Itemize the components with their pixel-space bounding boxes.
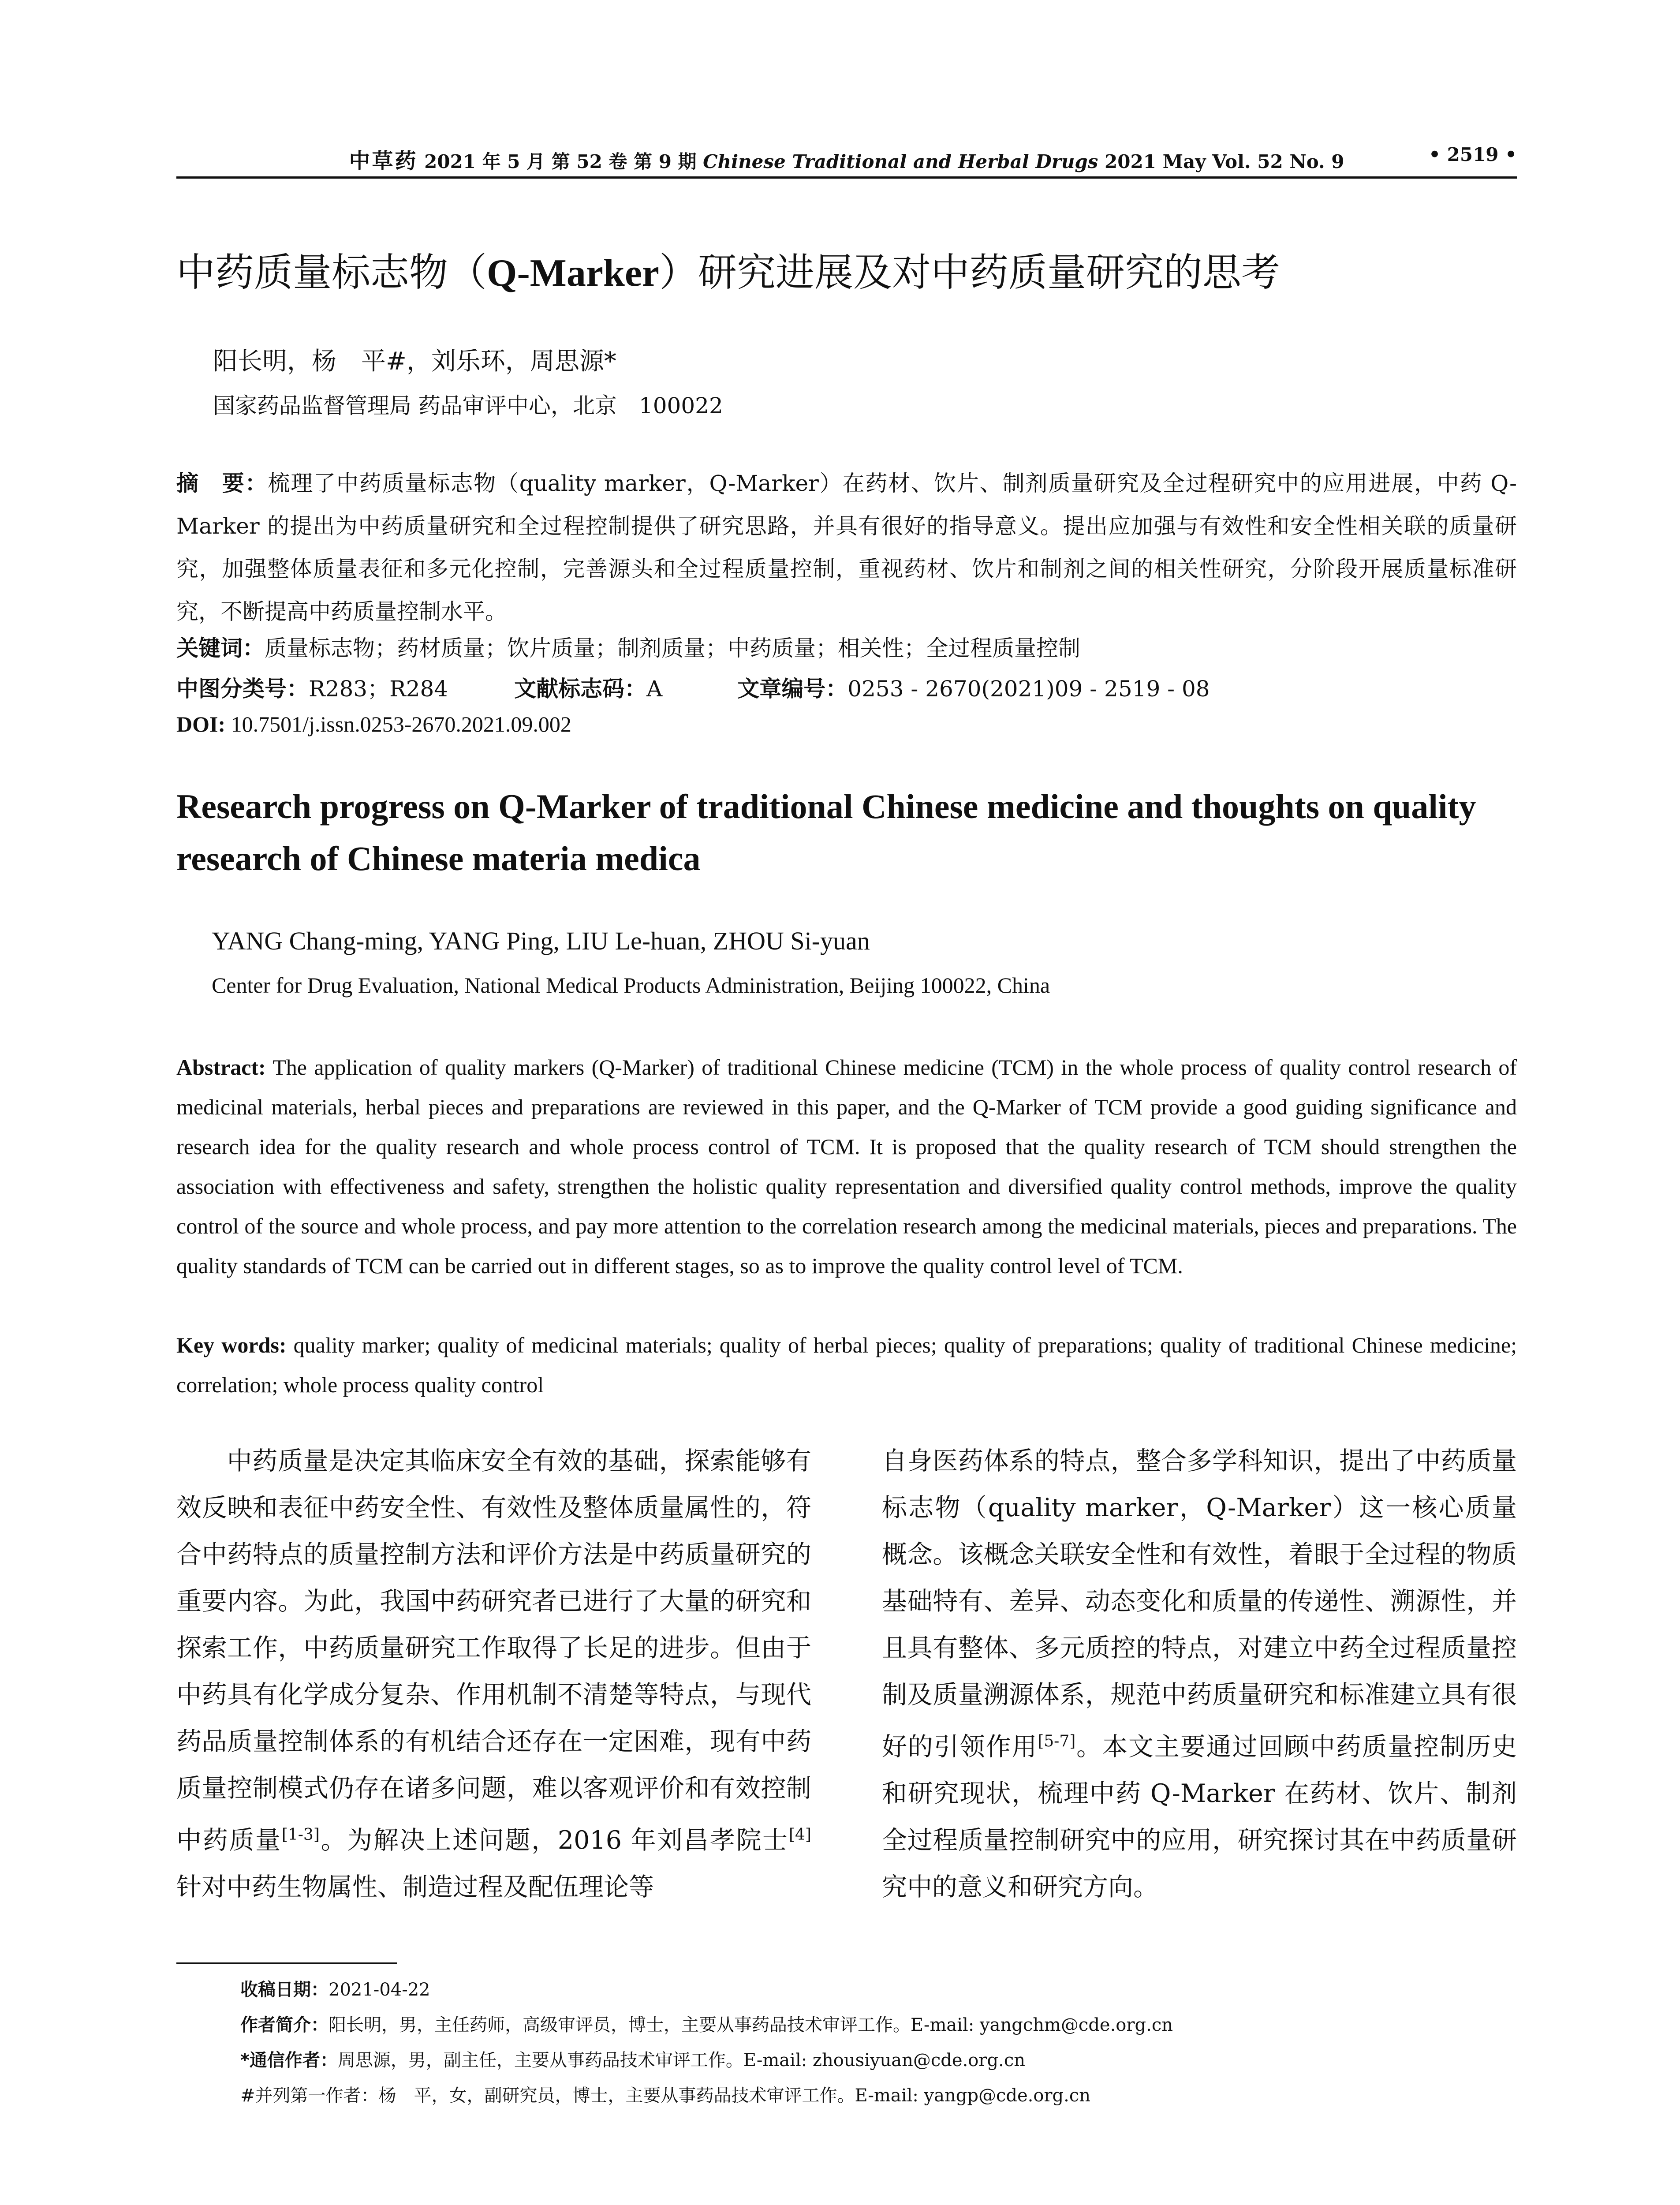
body-text-4: 自身医药体系的特点，整合多学科知识，提出了中药质量标志物（quality marker，Q-Marker）这一核心质量概念。该概念关联安全性和有效性，着眼于全过程的物质基础特有、差异、动态变化和质量的传递性、溯源性，并且具有整体、多元质控的特点，对建立中药全过程质量控制及质量溯源体系，规范中药质量研究和标准建立具有很好的引领作用 <box>882 1446 1517 1761</box>
title-en: Research progress on Q-Marker of traditional Chinese medicine and thoughts on quality research of Chinese materia medica <box>176 787 1476 878</box>
keywords-cn-label: 关键词： <box>176 635 265 661</box>
header-issue-cn: 2021 年 5 月 第 52 卷 第 9 期 <box>418 151 703 172</box>
article-number-label: 文章编号： <box>737 676 848 702</box>
abstract-cn-text: 梳理了中药质量标志物（quality marker，Q-Marker）在药材、饮片、制剂质量研究及全过程研究中的应用进展，中药 Q-Marker 的提出为中药质量研究和全过程控制提供了研究思路，并具有很好的指导意义。提出应加强与有效性和安全性相关联的质量研究，加强整体质量表征和多元化控制，完善源头和全过程质量控制，重视药材、饮片和制剂之间的相关性研究，分阶段开展质量标准研究，不断提高中药质量控制水平。 <box>176 471 1517 624</box>
classification-line <box>176 671 1210 703</box>
keywords-en-text: quality marker; quality of medicinal materials; quality of herbal pieces; quality of preparations; quality of traditional Chinese medicine; correlation; whole process quality control <box>176 1333 1517 1397</box>
corresponding-text: 周思源，男，副主任，主要从事药品技术审评工作。E-mail: zhousiyuan@cde.org.cn <box>337 2050 1025 2070</box>
abstract-cn <box>176 462 1517 633</box>
affiliation-en: Center for Drug Evaluation, National Medical Products Administration, Beijing 100022, China <box>212 973 1050 998</box>
authors-en: YANG Chang-ming, YANG Ping, LIU Le-huan, ZHOU Si-yuan <box>212 927 870 955</box>
received-label: 收稿日期： <box>240 1980 329 2000</box>
title-cn-qmarker: Q-Marker <box>487 252 659 295</box>
article-number-value: 0253 - 2670(2021)09 - 2519 - 08 <box>847 676 1210 702</box>
bio-label: 作者简介： <box>240 2015 329 2035</box>
running-header <box>176 144 1517 174</box>
clc-value: R283；R284 <box>309 676 448 702</box>
body-text-3: 针对中药生物属性、制造过程及配伍理论等 <box>176 1872 654 1902</box>
cofirst-text: 杨 平，女，副研究员，博士，主要从事药品技术审评工作。E-mail: yangp@cde.org.cn <box>378 2085 1091 2106</box>
doc-code-value: A <box>646 676 663 702</box>
doc-code-label: 文献标志码： <box>514 676 647 702</box>
title-cn <box>176 242 1280 297</box>
doi-label: DOI: <box>176 712 226 736</box>
citation-1-3[interactable]: [1-3] <box>281 1826 320 1844</box>
body-text-1: 中药质量是决定其临床安全有效的基础，探索能够有效反映和表征中药安全性、有效性及整体质量属性的，符合中药特点的质量控制方法和评价方法是中药质量研究的重要内容。为此，我国中药研究者已进行了大量的研究和探索工作，中药质量研究工作取得了长足的进步。但由于中药具有化学成分复杂、作用机制不清楚等特点，与现代药品质量控制体系的有机结合还存在一定困难，现有中药质量控制模式仍存在诸多问题，难以客观评价和有效控制中药质量 <box>176 1446 811 1855</box>
corresponding-label: *通信作者： <box>240 2050 338 2070</box>
title-cn-part3: ）研究进展及对中药质量研究的思考 <box>659 250 1280 295</box>
citation-5-7[interactable]: [5-7] <box>1038 1732 1076 1750</box>
footnote-cofirst <box>240 2082 1090 2107</box>
abstract-en-label: Abstract: <box>176 1055 266 1080</box>
footnote-bio <box>240 2011 1173 2036</box>
footnote-corresponding <box>240 2046 1025 2071</box>
footnote-received <box>240 1976 430 2001</box>
doi-line <box>176 711 571 737</box>
abstract-cn-label: 摘 要： <box>176 471 268 496</box>
abstract-en-text: The application of quality markers (Q-Marker) of traditional Chinese medicine (TCM) in the whole process of quality control research of medicinal materials, herbal pieces and preparations are reviewed in this paper, and the Q-Marker of TCM provide a good guiding significance and research idea for the quality research and whole process control of TCM. It is proposed that the quality research of TCM should strengthen the association with effectiveness and safety, strengthen the holistic quality representation and diversified quality control methods, improve the quality control of the source and whole process, and pay more attention to the correlation research among the medicinal materials, pieces and preparations. The quality standards of TCM can be carried out in different stages, so as to improve the quality control level of TCM. <box>176 1055 1517 1278</box>
title-cn-part1: 中药质量标志物（ <box>176 250 487 295</box>
page-number: • 2519 • <box>1429 144 1517 165</box>
keywords-en-label: Key words: <box>176 1333 287 1357</box>
journal-logo: 中草药 <box>349 149 418 173</box>
header-issue-en: 2021 May Vol. 52 No. 9 <box>1098 151 1344 172</box>
abstract-en <box>176 1047 1517 1286</box>
keywords-en <box>176 1325 1517 1405</box>
header-journal-en: Chinese Traditional and Herbal Drugs <box>703 151 1098 172</box>
body-column-right <box>882 1438 1517 1910</box>
body-column-left <box>176 1438 811 1910</box>
clc-label: 中图分类号： <box>176 676 309 702</box>
doi-link[interactable]: 10.7501/j.issn.0253-2670.2021.09.002 <box>225 712 571 736</box>
authors-cn: 阳长明，杨 平#，刘乐环，周思源* <box>213 347 616 376</box>
received-date: 2021-04-22 <box>329 1980 430 2000</box>
bio-text: 阳长明，男，主任药师，高级审评员，博士，主要从事药品技术审评工作。E-mail: yangchm@cde.org.cn <box>329 2015 1173 2035</box>
keywords-cn <box>176 631 1080 662</box>
keywords-cn-text: 质量标志物；药材质量；饮片质量；制剂质量；中药质量；相关性；全过程质量控制 <box>265 635 1080 661</box>
body-text-5: 。本文主要通过回顾中药质量控制历史和研究现状，梳理中药 Q-Marker 在药材、饮片、制剂全过程质量控制研究中的应用，研究探讨其在中药质量研究中的意义和研究方向。 <box>882 1732 1517 1902</box>
footnote-rule <box>176 1962 397 1964</box>
citation-4[interactable]: [4] <box>789 1826 811 1844</box>
header-rule <box>176 176 1517 179</box>
affiliation-cn: 国家药品监督管理局 药品审评中心，北京 100022 <box>213 393 723 419</box>
cofirst-label: #并列第一作者： <box>240 2085 379 2106</box>
body-text-2: 。为解决上述问题，2016 年刘昌孝院士 <box>319 1826 789 1855</box>
